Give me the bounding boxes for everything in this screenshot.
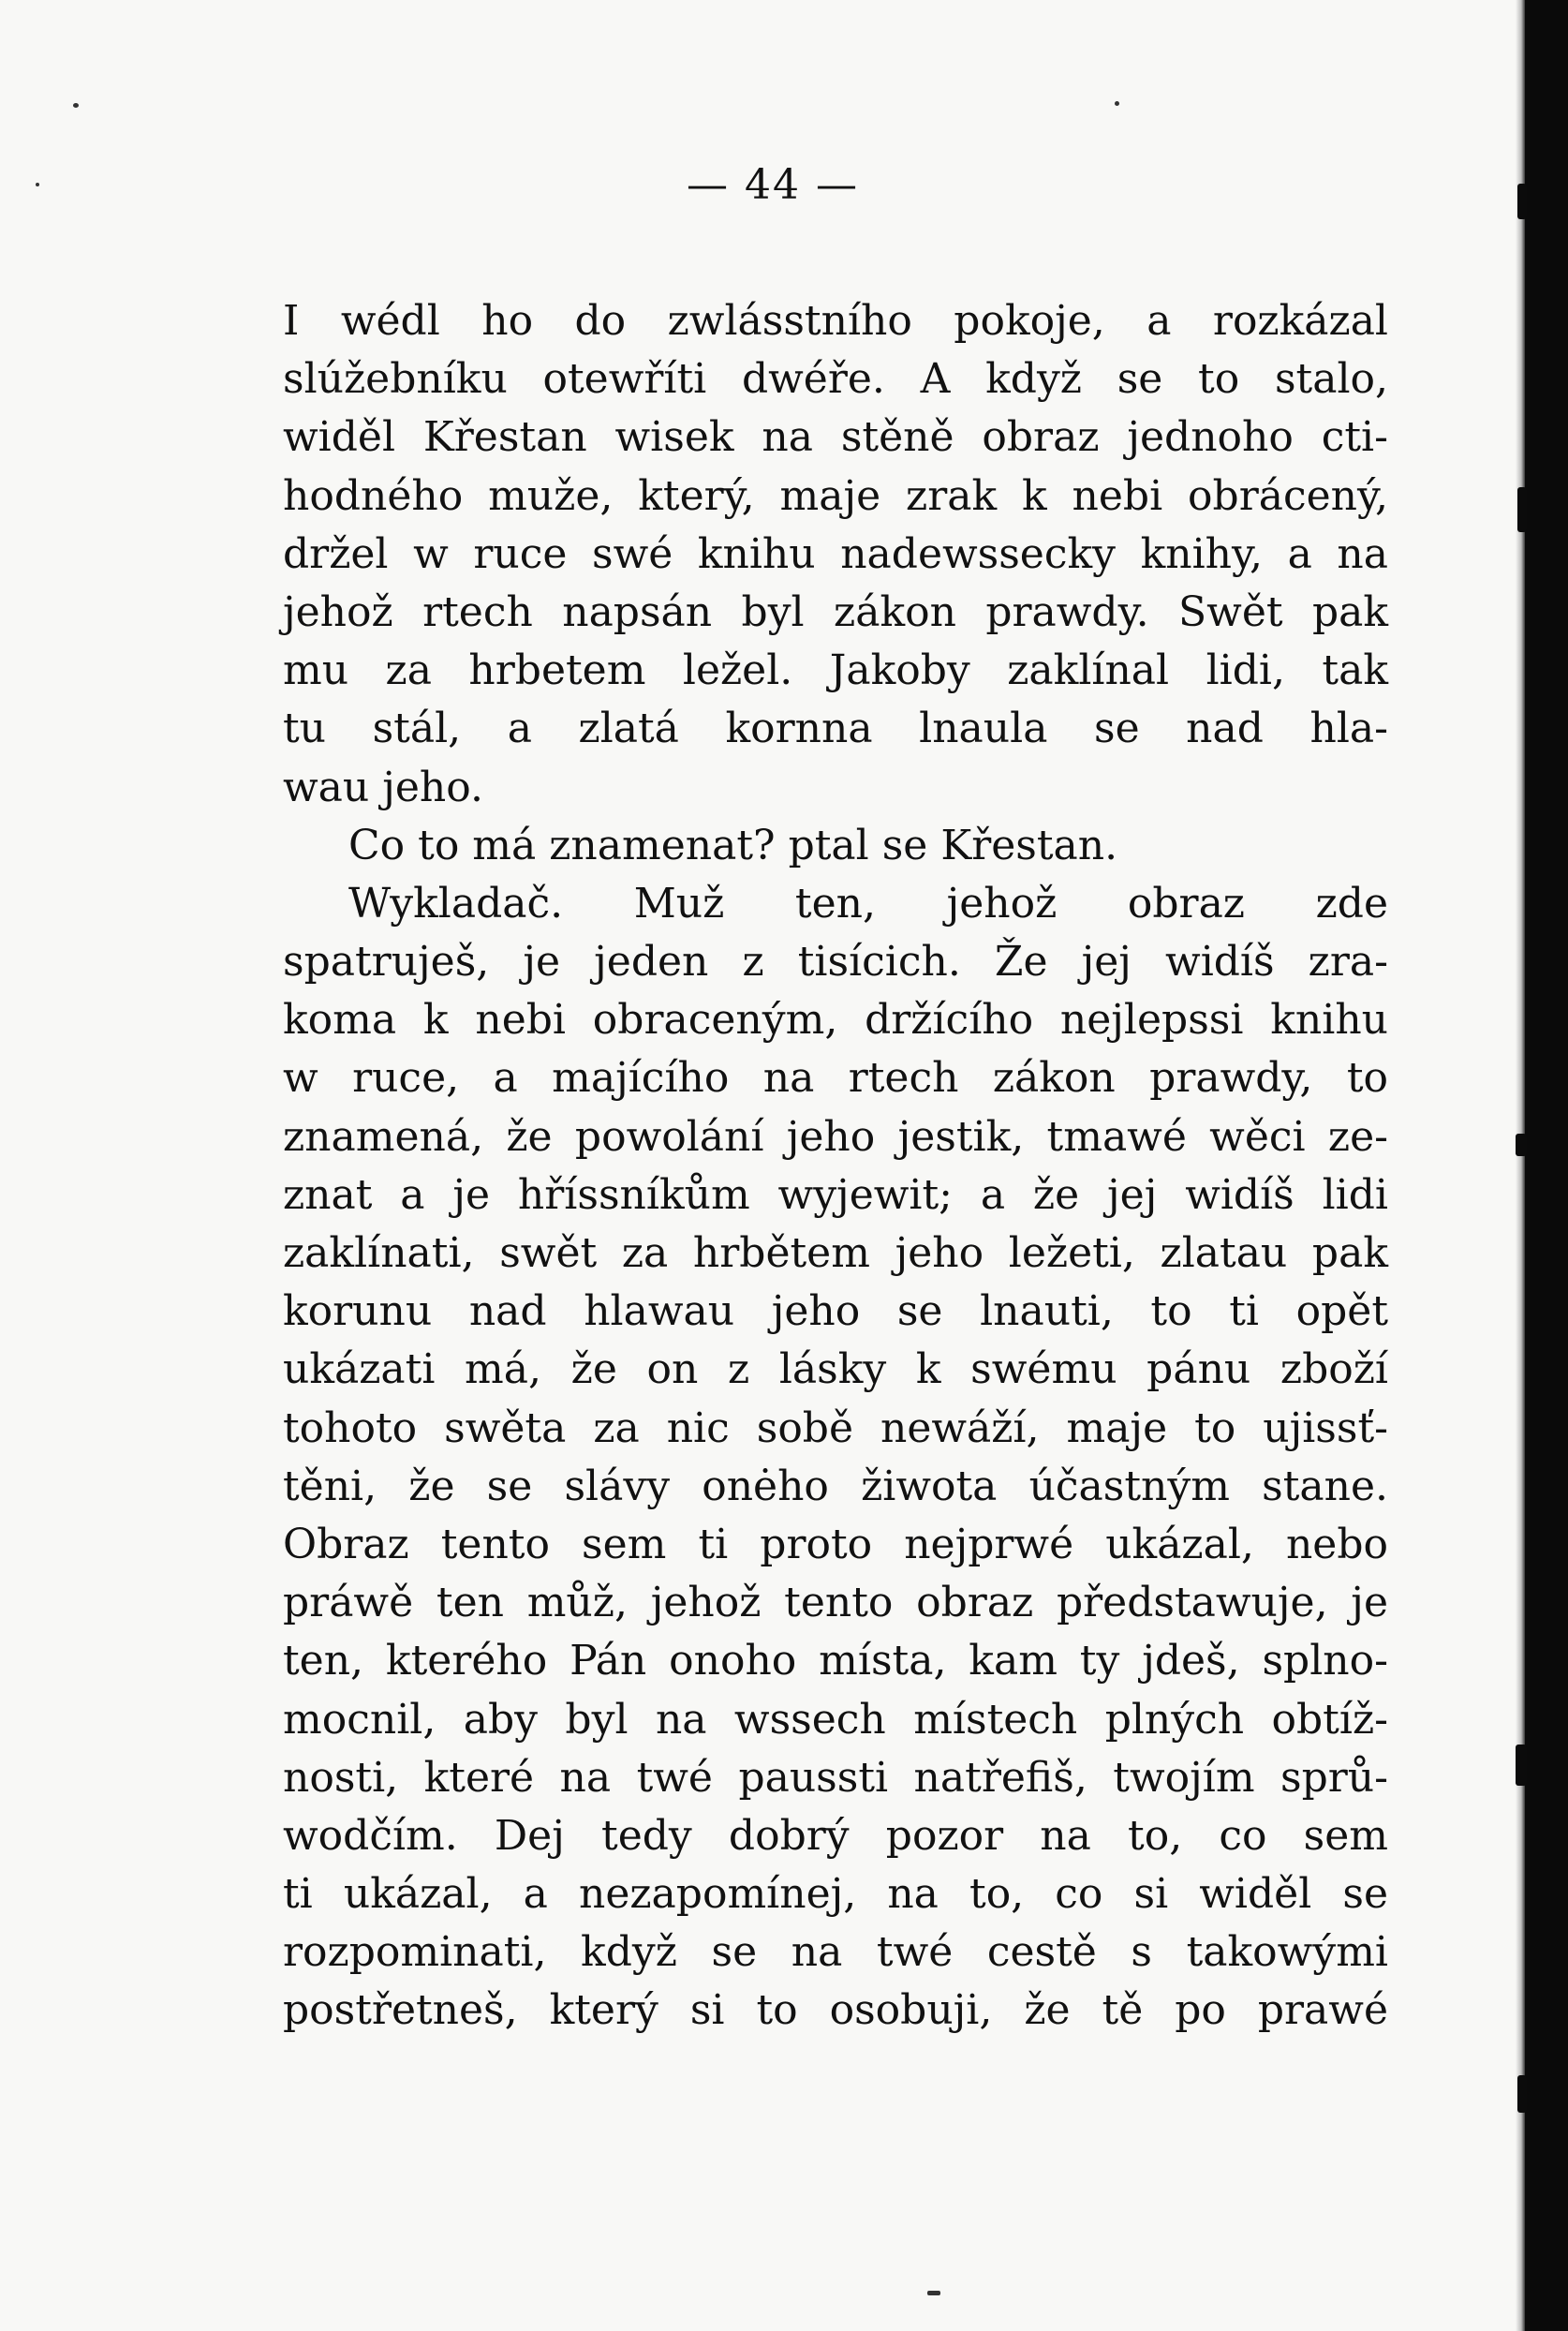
scan-speck <box>927 2291 940 2295</box>
edge-mark <box>1516 1134 1527 1156</box>
text-line: mocnil, aby byl na wssech místech plných obtíž- <box>283 1695 1388 1744</box>
text-line: znamená, že powolání jeho jestik, tmawé wěci ze- <box>283 1112 1388 1161</box>
edge-mark <box>1517 487 1527 532</box>
text-line: wau jeho. <box>283 763 483 811</box>
text-line: wodčím. Dej tedy dobrý pozor na to, co sem <box>283 1811 1388 1860</box>
scan-speck <box>73 103 79 108</box>
scan-speck <box>1115 101 1119 106</box>
text-line: Obraz tento sem ti proto nejprwé ukázal, nebo <box>283 1520 1388 1568</box>
text-line: hodného muže, který, maje zrak k nebi obrácený, <box>283 471 1388 520</box>
text-line: držel w ruce swé knihu nadewssecky knihy, a na <box>283 529 1388 578</box>
text-line: koma k nebi obraceným, držícího nejlepssi knihu <box>283 996 1388 1045</box>
body-text <box>283 292 1388 2041</box>
text-line: zaklínati, swět za hrbětem jeho ležeti, zlatau pak <box>283 1229 1388 1277</box>
text-line: spatruješ, je jeden z tisícich. Že jej widíš zra- <box>283 938 1388 987</box>
text-line: tu stál, a zlatá kornna lnaula se nad hla- <box>283 705 1388 753</box>
text-line: těni, že se slávy onėho žiwota účastným stane. <box>283 1462 1388 1510</box>
text-line: slúžebníku otewříti dwéře. A když se to stalo, <box>283 355 1388 404</box>
text-line: jehož rtech napsán byl zákon prawdy. Swět pak <box>283 587 1388 636</box>
text-line: Co to má znamenat? ptal se Křestan. <box>348 821 1118 869</box>
text-line: postřetneš, který si to osobuji, že tě po prawé <box>283 1986 1388 2035</box>
text-line: práwě ten můž, jehož tento obraz předstawuje, je <box>283 1579 1388 1627</box>
text-line: widěl Křestan wisek na stěně obraz jednoho cti- <box>283 413 1388 462</box>
edge-mark <box>1516 1745 1527 1786</box>
text-line: Wykladač. Muž ten, jehož obraz zde <box>348 879 1388 928</box>
text-line: ti ukázal, a nezapomínej, na to, co si widěl se <box>283 1870 1388 1919</box>
text-line: znat a je hříssníkům wyjewit; a že jej widíš lidi <box>283 1170 1388 1219</box>
scan-border <box>1525 0 1568 2331</box>
text-line: tohoto swěta za nic sobě newáží, maje to ujissť- <box>283 1403 1388 1452</box>
page-edge-shadow <box>1516 0 1525 2331</box>
edge-mark <box>1517 2075 1527 2113</box>
text-line: rozpominati, když se na twé cestě s takowými <box>283 1928 1388 1977</box>
text-line: ukázati má, že on z lásky k swému pánu zboží <box>283 1345 1388 1394</box>
text-line: I wédl ho do zwlásstního pokoje, a rozkázal <box>283 297 1388 345</box>
text-line: mu za hrbetem ležel. Jakoby zaklínal lidi, tak <box>283 646 1388 695</box>
text-line: nosti, které na twé paussti natřefiš, twojím sprů- <box>283 1753 1388 1802</box>
edge-mark <box>1517 184 1527 219</box>
page-number: — 44 — <box>687 161 859 209</box>
text-line: w ruce, a majícího na rtech zákon prawdy, to <box>283 1054 1388 1103</box>
text-line: ten, kterého Pán onoho místa, kam ty jdeš, splno- <box>283 1637 1388 1685</box>
text-line: korunu nad hlawau jeho se lnauti, to ti opět <box>283 1287 1388 1336</box>
